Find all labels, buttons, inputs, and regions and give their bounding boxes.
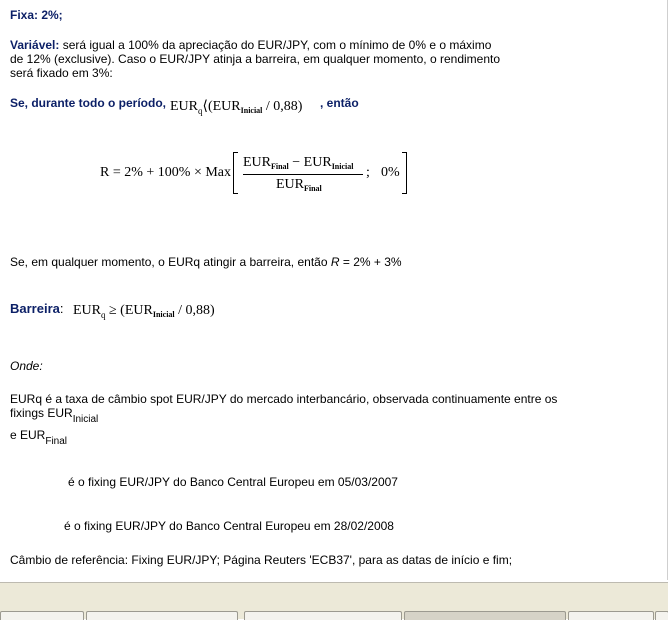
- barr-div: / 0,88): [174, 303, 215, 318]
- eurq-line-3: [10, 428, 67, 447]
- variavel-line-2: de 12% (exclusive). Caso o EUR/JPY atinja a barreira, em qualquer momento, o rendimento: [10, 52, 501, 66]
- barr-rest: ≥ (EUR: [105, 303, 153, 318]
- barr-eur: EUR: [73, 303, 101, 318]
- fixing-inicial-text: é o fixing EUR/JPY do Banco Central Europeu em 05/03/2007: [68, 475, 398, 489]
- cond-inicial: Inicial: [240, 106, 263, 115]
- eurq-line-2-text: fixings EUR: [10, 406, 73, 420]
- task-button-3[interactable]: [244, 611, 402, 620]
- variavel-line-1: [10, 38, 491, 52]
- condition-formula: [170, 98, 302, 116]
- cond-rest: ⟨(EUR: [202, 99, 241, 114]
- num-final: Final: [271, 162, 289, 171]
- variavel-line-3: será fixado em 3%:: [10, 66, 113, 80]
- task-button-6[interactable]: [655, 611, 668, 620]
- task-button-4-active[interactable]: [404, 611, 566, 620]
- barreira-sentence-post: = 2% + 3%: [339, 255, 402, 269]
- formula-lhs: R = 2% + 100% × Max: [100, 165, 232, 180]
- fixing-final-text: é o fixing EUR/JPY do Banco Central Europeu em 28/02/2008: [64, 519, 394, 533]
- den-final: Final: [304, 184, 322, 193]
- barreira-sentence-r: R: [330, 255, 340, 269]
- barr-inicial: Inicial: [152, 310, 175, 319]
- task-button-2[interactable]: [86, 611, 238, 620]
- eurq-line-2-sub: Inicial: [72, 414, 99, 425]
- barreira-heading: [10, 301, 64, 316]
- variavel-line-1-text: será igual a 100% da apreciação do EUR/JPY, com o mínimo de 0% e o máximo: [59, 38, 492, 52]
- cambio-text: Câmbio de referência: Fixing EUR/JPY; Página Reuters 'ECB37', para as datas de início e fim;: [10, 553, 513, 567]
- num-minus: − EUR: [288, 155, 332, 170]
- bottom-bar: [0, 582, 668, 619]
- cond-eur: EUR: [170, 99, 198, 114]
- fixa-text: Fixa: 2%;: [10, 8, 63, 22]
- cond-entao: , então: [320, 96, 359, 110]
- onde-text: Onde:: [10, 359, 43, 373]
- se-durante-text: Se, durante todo o período,: [10, 96, 166, 110]
- formula-sep: ;: [366, 165, 370, 180]
- barreira-sentence: [10, 255, 402, 269]
- cond-div: / 0,88): [262, 99, 303, 114]
- barr-q: q: [101, 310, 106, 320]
- eurq-line-3-text: e EUR: [10, 428, 46, 442]
- variavel-label: Variável:: [10, 38, 60, 52]
- den-eur: EUR: [276, 177, 304, 192]
- task-button-1[interactable]: [0, 611, 84, 620]
- formula-right-bracket: [402, 152, 407, 194]
- formula-zero: 0%: [381, 165, 400, 180]
- barreira-label: Barreira: [10, 301, 60, 316]
- barreira-sentence-pre: Se, em qualquer momento, o EURq atingir a barreira, então: [10, 255, 331, 269]
- formula-denominator: [276, 177, 322, 193]
- formula-fraction-line: [243, 174, 363, 175]
- task-button-5[interactable]: [568, 611, 654, 620]
- eurq-line-3-sub: Final: [45, 436, 68, 447]
- formula-numerator: [243, 155, 353, 171]
- eurq-line-2: [10, 406, 98, 425]
- barreira-formula: [73, 303, 215, 320]
- barreira-colon: :: [59, 301, 64, 316]
- eurq-line-1: EURq é a taxa de câmbio spot EUR/JPY do mercado interbancário, observada continuamente entre os: [10, 392, 558, 406]
- cond-q: q: [198, 106, 203, 116]
- formula-left-bracket: [233, 152, 238, 194]
- num-inicial: Inicial: [331, 162, 354, 171]
- num-eur1: EUR: [243, 155, 271, 170]
